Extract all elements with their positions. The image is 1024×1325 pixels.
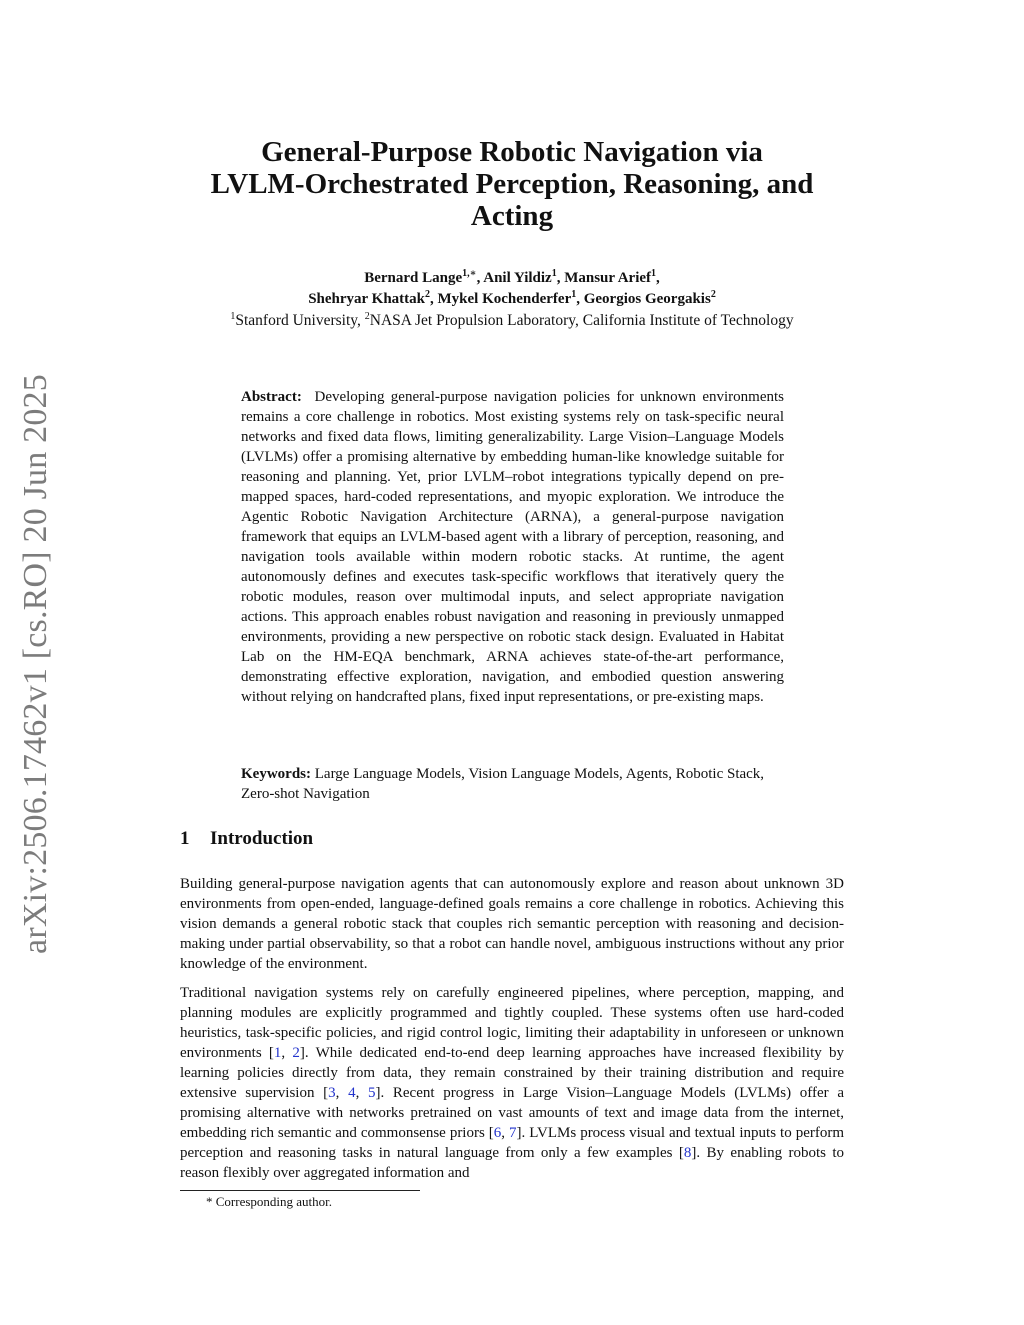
intro-paragraph-1: Building general-purpose navigation agents that can autonomously explore and reason about unknown 3D environments from open-ended, language-defined goals remains a core challenge in robotics. Achieving this vision demands a general robotic stack that couples rich semantic perception with reasoning and decision-making under partial observability, so that a robot can handle novel, ambiguous instructions without any prior knowledge of the environment. (180, 876, 844, 972)
arxiv-identifier-stamp: arXiv:2506.17462v1 [cs.RO] 20 Jun 2025 (17, 374, 54, 954)
author-name: , Mykel Kochenderfer (430, 291, 572, 307)
keywords-label: Keywords: (241, 766, 311, 782)
author-name: , Anil Yildiz (476, 270, 552, 286)
citation-link[interactable]: 4 (348, 1085, 356, 1101)
paragraph-text: ]. LVLMs process visual and textual inputs to perform perception and reasoning tasks in natural language from only a few examples [ (180, 1125, 844, 1161)
citation-link[interactable]: 2 (292, 1045, 300, 1061)
author-affiliation-mark: 1 (551, 268, 557, 279)
author-line-1 (180, 268, 844, 289)
citation-link[interactable]: 8 (683, 1145, 692, 1161)
citation-link[interactable]: 3 (328, 1085, 336, 1101)
affiliation-stanford: Stanford University, (235, 312, 365, 329)
author-separator: , (656, 270, 660, 286)
title-line-2: LVLM-Orchestrated Perception, Reasoning, and (210, 168, 814, 200)
citation-link[interactable]: 6 (493, 1125, 502, 1141)
paper-title (180, 136, 844, 232)
paragraph-text: ]. By enabling robots to reason flexibly over aggregated information and (180, 1145, 844, 1181)
author-name: Bernard Lange (364, 270, 463, 286)
paragraph-text: ]. Recent progress in Large Vision–Language Models (LVLMs) offer a promising alternative with networks pretrained on vast amounts of text and image data from the internet, embedding rich semantic and commonsense priors [ (180, 1085, 845, 1141)
keywords (241, 764, 784, 804)
author-affiliation-mark: 2 (710, 289, 716, 300)
citation-separator: , (501, 1125, 510, 1141)
title-line-1: General-Purpose Robotic Navigation via (261, 136, 763, 168)
citation-link[interactable]: 7 (509, 1125, 517, 1141)
intro-paragraph-2 (180, 983, 844, 1183)
citation-separator: , (281, 1045, 293, 1061)
keywords-text: Large Language Models, Vision Language Models, Agents, Robotic Stack, Zero-shot Navigation (241, 766, 765, 802)
citation-link[interactable]: 1 (273, 1045, 282, 1061)
section-heading-introduction (180, 828, 313, 850)
author-name: Shehryar Khattak (308, 291, 426, 307)
paragraph-text: ]. While dedicated end-to-end deep learning approaches have increased flexibility by learning policies directly from data, they remain constrained by their training distribution and require extensive supervision [ (180, 1045, 844, 1101)
author-line-2 (180, 289, 844, 310)
author-affiliation-mark: 1 (571, 289, 577, 300)
abstract-text: Developing general-purpose navigation policies for unknown environments remains a core challenge in robotics. Most existing systems rely on task-specific neural networks and fixed data flows, limiting generalizability. Large Vision–Language Models (LVLMs) offer a promising alternative by embedding human-like knowledge suitable for reasoning and planning. Yet, prior LVLM–robot integrations typically depend on pre-mapped spaces, hard-coded representations, and myopic exploration. We introduce the Agentic Robotic Navigation Architecture (ARNA), a general-purpose navigation framework that equips an LVLM-based agent with a library of perception, reasoning, and navigation tools available within modern robotic stacks. At runtime, the agent autonomously defines and executes task-specific workflows that iteratively query the robotic modules, reason over multimodal inputs, and select appropriate navigation actions. This approach enables robust navigation and reasoning in previously unmapped environments, providing a new perspective on robotic stack design. Evaluated in Habitat Lab on the HM-EQA benchmark, ARNA achieves state-of-the-art performance, demonstrating effective exploration, navigation, and embodied question answering without relying on handcrafted plans, fixed input representations, or pre-existing maps. (241, 389, 784, 705)
section-title: Introduction (210, 828, 314, 849)
author-name: , Mansur Arief (556, 270, 652, 286)
author-affiliation-mark: 1,∗ (462, 268, 477, 279)
abstract (241, 387, 784, 707)
citation-separator: , (335, 1085, 349, 1101)
author-block (180, 268, 844, 331)
citation-link[interactable]: 5 (367, 1085, 376, 1101)
abstract-label: Abstract: (241, 389, 302, 405)
affiliation-mark: 1 (230, 310, 236, 322)
author-name: , Georgios Georgakis (576, 291, 711, 307)
affiliations-line (180, 310, 844, 331)
author-affiliation-mark: 2 (425, 289, 431, 300)
footnote-divider (180, 1190, 420, 1191)
affiliation-mark: 2 (364, 310, 370, 322)
paragraph-text: Traditional navigation systems rely on carefully engineered pipelines, where perception, mapping, and planning modules are explicitly programmed and tightly coupled. These systems often use hard-coded heuristics, task-specific policies, and rigid control logic, limiting their adaptability in unforeseen or unknown environments [ (180, 985, 844, 1061)
title-line-3: Acting (470, 200, 554, 232)
citation-separator: , (355, 1085, 368, 1101)
footnote-corresponding-author: * Corresponding author. (206, 1194, 333, 1209)
affiliation-jpl: NASA Jet Propulsion Laboratory, California Institute of Technology (369, 312, 794, 329)
author-affiliation-mark: 1 (651, 268, 657, 279)
section-number: 1 (180, 828, 190, 849)
